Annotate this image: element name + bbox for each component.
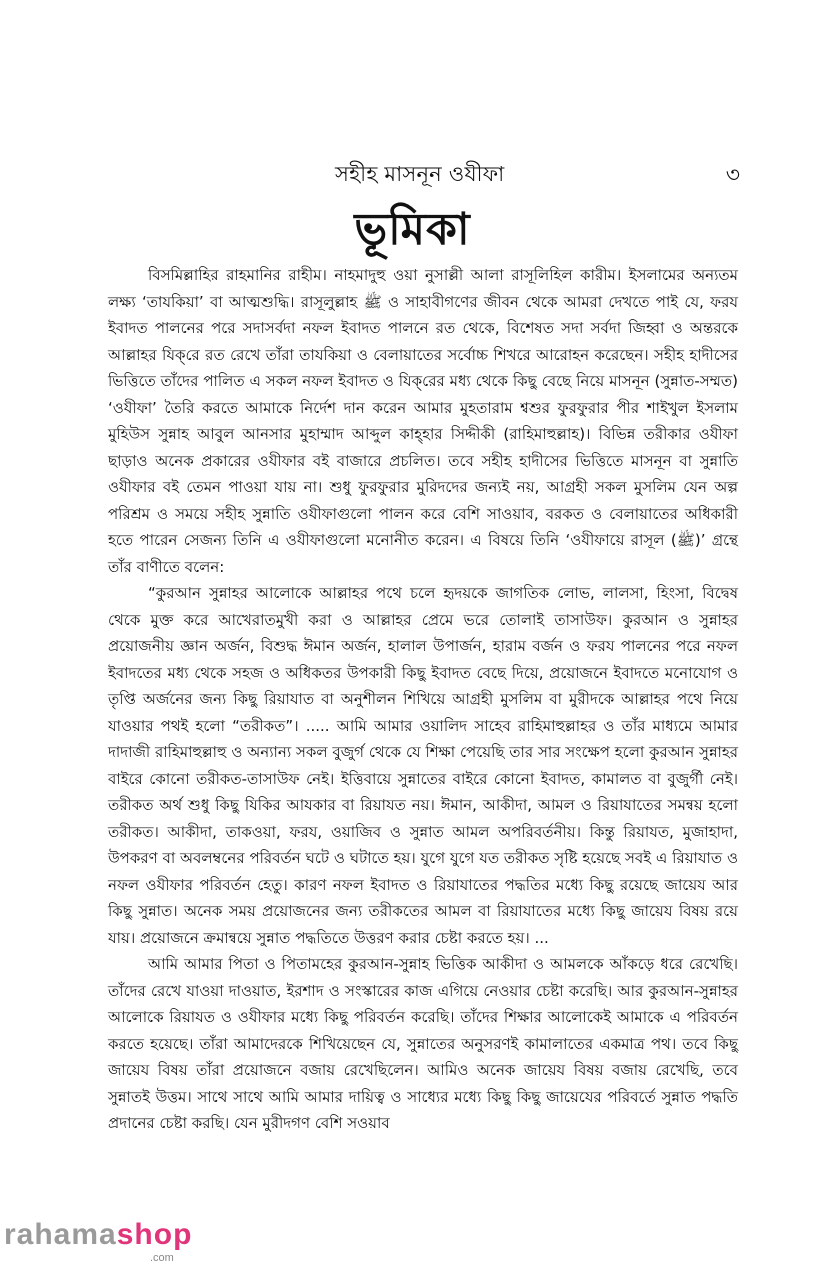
paragraph-2: “কুরআন সুন্নাহর আলোকে আল্লাহর পথে চলে হৃদয়কে জাগতিক লোভ, লালসা, হিংসা, বিদ্বেষ থেকে মুক্ত করে আখেরাতমুখী করা ও আল্লাহর প্রেমে ভরে তোলাই তাসাউফ। কুরআন ও সুন্নাহর প্রয়োজনীয় জ্ঞান অর্জন, বিশুদ্ধ ঈমান অর্জন, হালাল উপার্জন, হারাম বর্জন ও ফরয পালনের পরে নফল ইবাদতের মধ্য থেকে সহজ ও অধিকতর উপকারী কিছু ইবাদত বেছে দিয়ে, প্রয়োজনে ইবাদতে মনোযোগ ও তৃপ্তি অর্জনের জন্য কিছু রিয়াযাত বা অনুশীলন শিখিয়ে আগ্রহী মুসলিম বা মুরীদকে আল্লাহর পথে নিয়ে যাওয়ার পথই হলো “তরীকত”। ..... আমি আমার ওয়ালিদ সাহেব রাহিমাহুল্লাহর ও তাঁর মাধ্যমে আমার দাদাজী রাহিমাহুল্লাহু ও অন্যান্য সকল বুজুর্গ থেকে যে শিক্ষা পেয়েছি তার সার সংক্ষেপ হলো কুরআন সুন্নাহর বাইরে কোনো তরীকত-তাসাউফ নেই। ইত্তিবায়ে সুন্নাতের বাইরে কোনো ইবাদত, কামালত বা বুজুর্গী নেই। তরীকত অর্থ শুধু কিছু যিকির আযকার বা রিয়াযত নয়। ঈমান, আকীদা, আমল ও রিয়াযাতের সমন্বয় হলো তরীকত। আকীদা, তাকওয়া, ফরয, ওয়াজিব ও সুন্নাত আমল অপরিবর্তনীয়। কিন্তু রিয়াযত, মুজাহাদা, উপকরণ বা অবলম্বনের পরিবর্তন ঘটে ও ঘটাতে হয়। যুগে যুগে যত তরীকত সৃষ্টি হয়েছে সবই এ রিয়াযাত ও নফল ওযীফার পরিবর্তন হেতু। কারণ নফল ইবাদত ও রিয়াযাতের পদ্ধতির মধ্যে কিছু রয়েছে জায়েয আর কিছু সুন্নাত। অনেক সময় প্রয়োজনের জন্য তরীকতের আমল বা রিয়াযাতের মধ্যে কিছু জায়েয বিষয় রয়ে যায়। প্রয়োজনে ক্রমান্বয়ে সুন্নাত পদ্ধতিতে উত্তরণ করার চেষ্টা করতে হয়। ... (108, 584, 738, 947)
running-title: সহীহ মাসনূন ওযীফা (335, 162, 505, 186)
watermark-wordmark (4, 1218, 192, 1252)
page-header (100, 158, 740, 194)
watermark-main-text: rahama (4, 1218, 117, 1251)
watermark-logo (4, 1218, 244, 1264)
page-number: ৩ (725, 163, 740, 188)
section-heading: ভূমিকা (354, 204, 471, 255)
paragraph-1: বিসমিল্লাহির রাহমানির রাহীম। নাহমাদুহু ওয়া নুসাল্লী আলা রাসূলিহিল কারীম। ইসলামের অন্যতম লক্ষ্য ‘তাযকিয়া’ বা আত্মশুদ্ধি। রাসূলুল্লাহ ﷺ ও সাহাবীগণের জীবন থেকে আমরা দেখতে পাই যে, ফরয ইবাদত পালনের পরে সদাসর্বদা নফল ইবাদত পালনে রত থেকে, বিশেষত সদা সর্বদা জিহ্বা ও অন্তরকে আল্লাহর যিক্‌রে রত রেখে তাঁরা তাযকিয়া ও বেলায়াতের সর্বোচ্চ শিখরে আরোহন করেছেন। সহীহ হাদীসের ভিত্তিতে তাঁদের পালিত এ সকল নফল ইবাদত ও যিক্‌রের মধ্য থেকে কিছু বেছে নিয়ে মাসনূন (সুন্নাত-সম্মত) ‘ওযীফা’ তৈরি করতে আমাকে নির্দেশ দান করেন আমার মুহতারাম শ্বশুর ফুরফুরার পীর শাইখুল ইসলাম মুহিউস সুন্নাহ আবুল আনসার মুহাম্মাদ আব্দুল কাহ্হার সিদ্দীকী (রাহিমাহুল্লাহ)। বিভিন্ন তরীকার ওযীফা ছাড়াও অনেক প্রকারের ওযীফার বই বাজারে প্রচলিত। তবে সহীহ হাদীসের ভিত্তিতে মাসনূন বা সুন্নাতি ওযীফার বই তেমন পাওয়া যায় না। শুধু ফুরফুরার মুরিদদের জন্যই নয়, আগ্রহী সকল মুসলিম যেন অল্প পরিশ্রম ও সময়ে সহীহ সুন্নাতি ওযীফাগুলো পালন করে বেশি সাওয়াব, বরকত ও বেলায়াতের অধিকারী হতে পারেন সেজন্য তিনি এ ওযীফাগুলো মনোনীত করেন। এ বিষয়ে তিনি ‘ওযীফায়ে রাসূল (ﷺ)’ গ্রন্থে তাঁর বাণীতে বলেন: (108, 266, 738, 576)
watermark-accent-text: shop (116, 1218, 193, 1251)
paragraph-3: আমি আমার পিতা ও পিতামহের কুরআন-সুন্নাহ ভিত্তিক আকীদা ও আমলকে আঁকড়ে ধরে রেখেছি। তাঁদের রেখে যাওয়া দাওয়াত, ইরশাদ ও সংস্কারের কাজ এগিয়ে নেওয়ার চেষ্টা করেছি। আর কুরআন-সুন্নাহর আলোকে রিয়াযত ও ওযীফার মধ্যে কিছু পরিবর্তন করেছি। তাঁদের শিক্ষার আলোকেই আমাকে এ পরিবর্তন করতে হয়েছে। তাঁরা আমাদেরকে শিখিয়েছেন যে, সুন্নাতের অনুসরণই কামালাতের একমাত্র পথ। তবে কিছু জায়েয বিষয় তাঁরা প্রয়োজনে বজায় রেখেছিলেন। আমিও অনেক জায়েয বিষয় বজায় রেখেছি, তবে সুন্নাতই উত্তম। সাথে সাথে আমি আমার দায়িত্ব ও সাধ্যের মধ্যে কিছু কিছু জায়েযের পরিবর্তে সুন্নাত পদ্ধতি প্রদানের চেষ্টা করছি। যেন মুরীদগণ বেশি সওয়াব (108, 955, 738, 1132)
body-text (108, 262, 738, 1137)
watermark-sub-text: .com (150, 1252, 174, 1264)
